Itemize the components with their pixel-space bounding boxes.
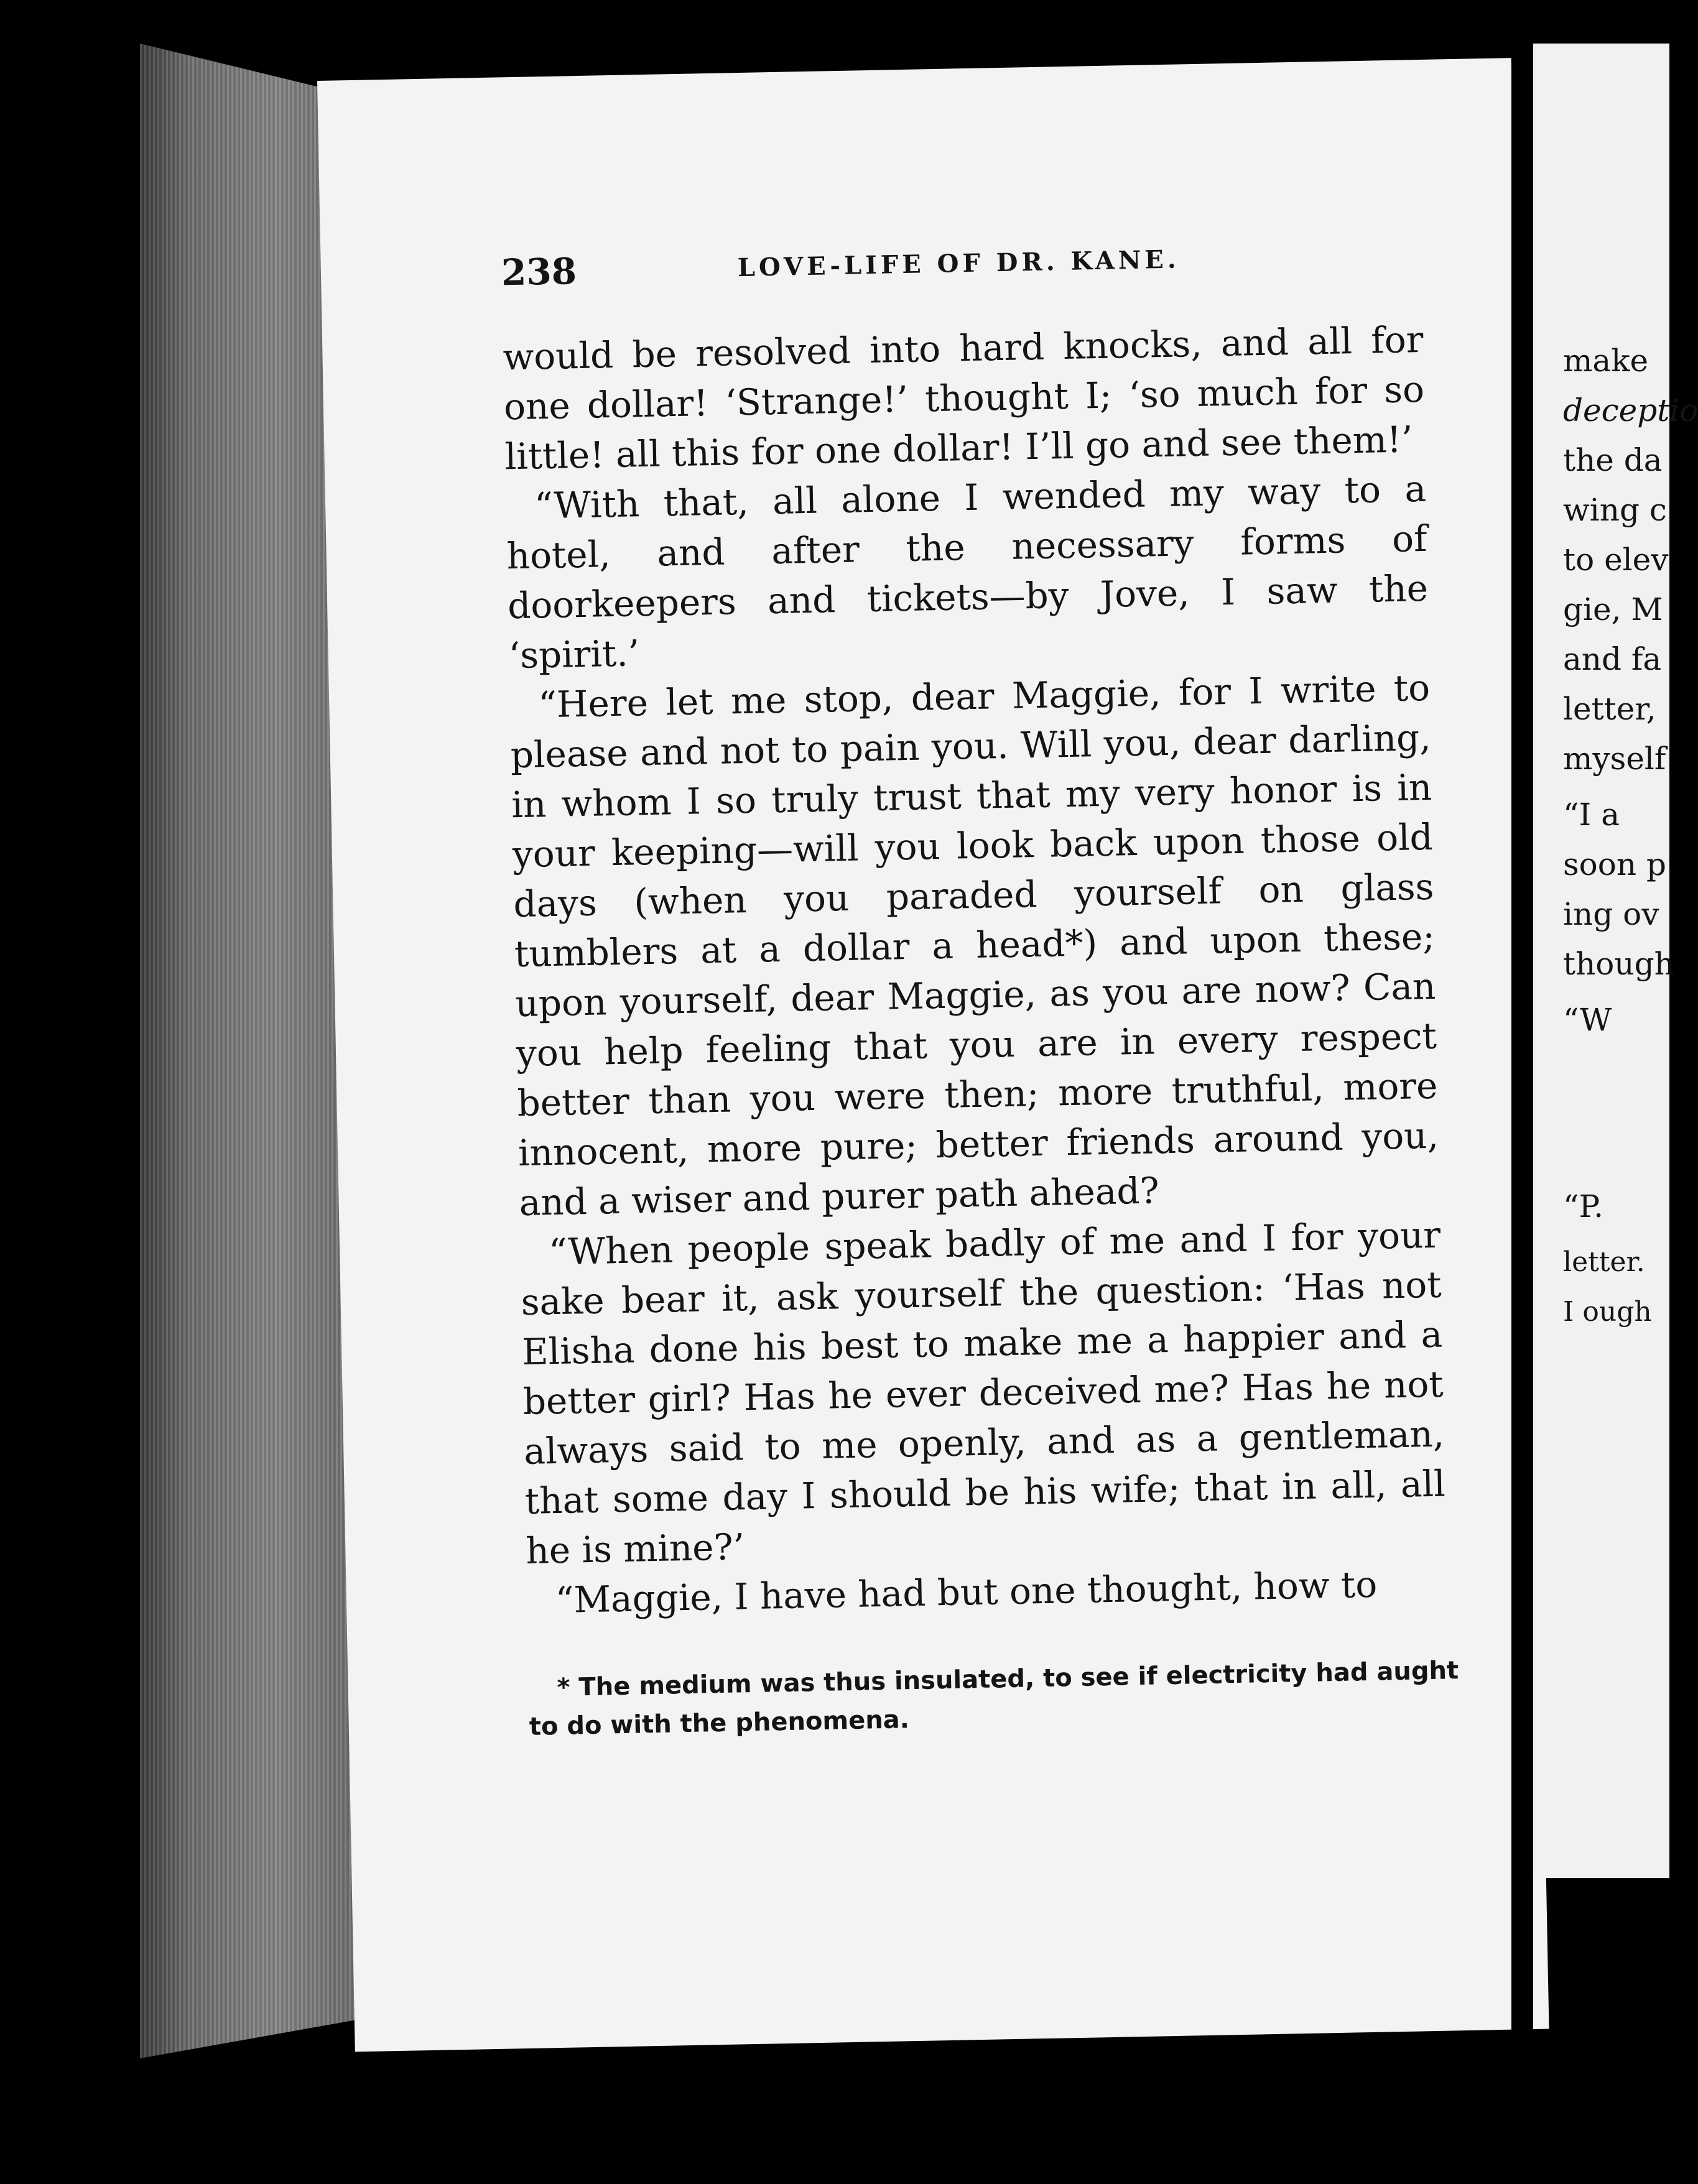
book-gutter [1511, 37, 1533, 2065]
right-page-line: gie, M [1563, 591, 1663, 627]
right-page-line: though [1563, 946, 1674, 982]
right-page-line: make [1563, 343, 1649, 379]
right-page-line: deceptio [1563, 392, 1698, 428]
right-page-line: “I a [1563, 797, 1620, 833]
paragraph: would be resolved into hard knocks, and all for one dollar! ‘Strange!’ thought I; ‘so much for so little! all this for one dollar! I’ll go and see them!’ [502, 318, 1425, 478]
right-page-line: wing c [1563, 492, 1667, 528]
page-header [320, 232, 1515, 311]
right-page-line: ing ov [1563, 896, 1659, 932]
paragraph: “With that, all alone I wended my way to a hotel, and after the necessary forms of doorkeepers and tickets—by Jove, I saw the ‘spirit.’ [506, 467, 1429, 677]
left-page [317, 58, 1549, 2052]
paragraph: “Here let me stop, dear Maggie, for I write to please and not to pain you. Will you, dear darling, in whom I so truly trust that my very honor is in your keeping—will you look back upon those old days (when you paraded yourself on glass tumblers at a dollar a head*) and upon these; upon yourself, dear Maggie, as you are now? Can you help feeling that you are in every respect better than you were then; more truthful, more innocent, more pure; better friends around you, and a wiser and purer path ahead? [510, 666, 1439, 1224]
paragraph: “Maggie, I have had but one thought, how to [555, 1563, 1378, 1622]
right-page-line: “P. [1563, 1188, 1603, 1224]
footnote: * The medium was thus insulated, to see if electricity had aught to do with the phenomena. [529, 1656, 1459, 1741]
right-page-line: soon p [1563, 846, 1666, 882]
right-page-line: letter, [1563, 691, 1656, 727]
right-page-line: myself [1563, 741, 1666, 777]
body-text [503, 315, 1448, 1626]
right-page-line: letter. [1563, 1246, 1645, 1278]
paragraph: “When people speak badly of me and I for your sake bear it, ask yourself the question: ‘Has not Elisha done his best to make me a happier and a better girl? Has he ever deceived me? Has he not always said to me openly, and as a gentleman, that some day I should be his wife; that in all, all he is mine?’ [521, 1213, 1446, 1572]
page-number: 238 [501, 250, 577, 294]
right-page-line: to elev [1563, 542, 1669, 578]
right-page-line: I ough [1563, 1296, 1652, 1328]
right-page-line: “W [1563, 1002, 1612, 1038]
right-page-line: the da [1563, 442, 1663, 478]
right-page-line: and fa [1563, 641, 1662, 677]
right-page-fragment [1533, 44, 1698, 1878]
running-head: LOVE-LIFE OF DR. KANE. [737, 244, 1181, 283]
